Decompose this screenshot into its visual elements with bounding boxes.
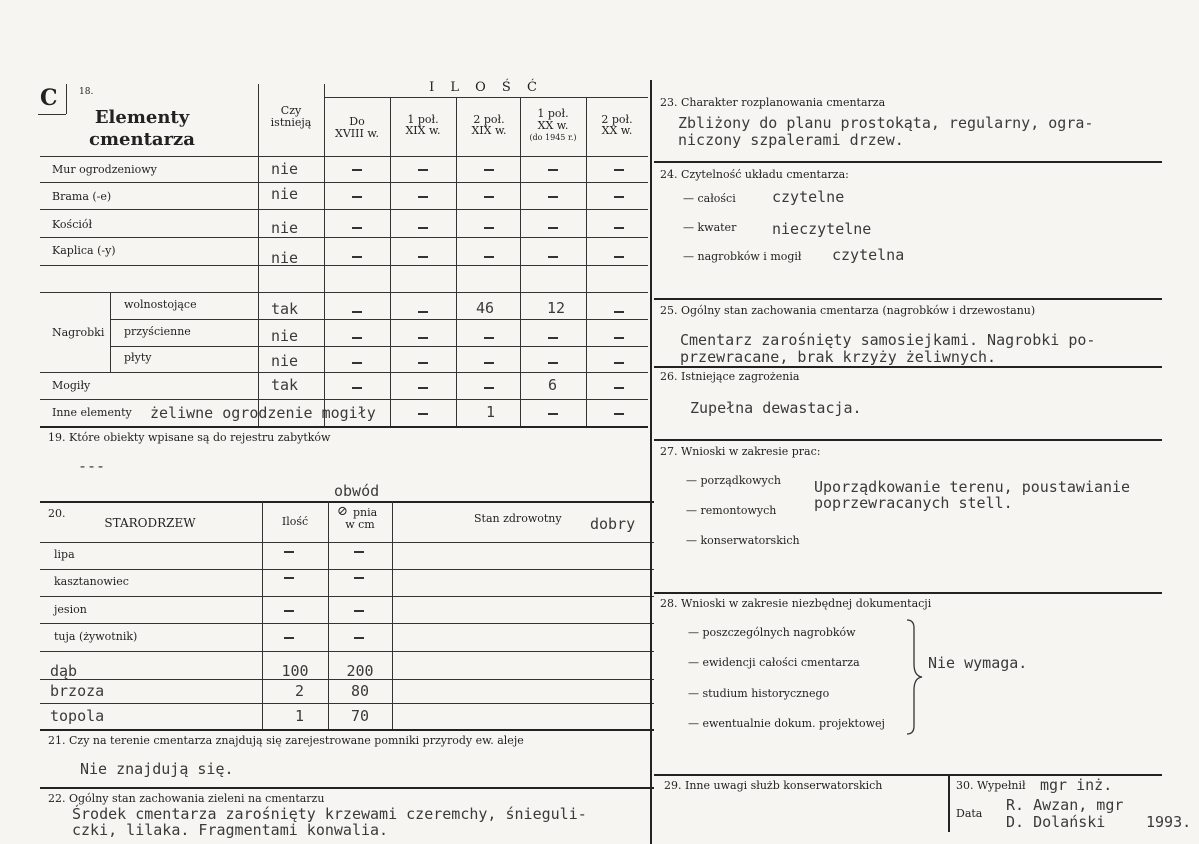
nagrobki-przy-label: przyścienne (124, 325, 191, 338)
s30-name2: D. Dolański (1006, 813, 1106, 831)
table18-hline-bottom (40, 426, 648, 428)
s24-label: 24. Czytelność układu cmentarza: (660, 168, 849, 181)
empty-mark (614, 413, 624, 415)
s20-title: STARODRZEW (104, 516, 196, 530)
s21-label: 21. Czy na terenie cmentarza znajdują się zarejestrowane pomniki przyrody ew. aleje (48, 734, 524, 747)
s20-col-stan: Stan zdrowotny (474, 512, 562, 525)
table18-hline-r6 (110, 319, 648, 320)
s24-item1-value: czytelne (772, 188, 845, 206)
table18-hline-header (40, 156, 648, 157)
empty-mark (614, 169, 624, 171)
tree-dab-obwod: 200 (346, 662, 374, 680)
empty-mark (548, 362, 558, 364)
nagrobki-wolno-v3: 46 (476, 299, 495, 317)
nagrobki-plyty-exists: nie (271, 352, 299, 370)
s28-item1: — poszczególnych nagrobków (688, 626, 856, 639)
col5-h1: 2 poł. (601, 113, 633, 126)
empty-mark (614, 387, 624, 389)
section-title-line2: cmentarza (89, 129, 195, 150)
s22-line1: Środek cmentarza zarośnięty krzewami czeremchy, śnieguli- (72, 805, 587, 823)
table18-hline-r7 (110, 346, 648, 347)
table18-hline-r9 (40, 399, 648, 400)
s28-item2: — ewidencji całości cmentarza (688, 656, 860, 669)
empty-mark (484, 169, 494, 171)
table18-vline-c2 (390, 97, 391, 426)
s20-hline-1 (40, 569, 654, 570)
col5-h2: XX w. (601, 124, 633, 137)
empty-mark (548, 413, 558, 415)
tree-dab: dąb (50, 662, 78, 680)
row-exists-brama: nie (271, 185, 299, 203)
s22-line2: czki, lilaka. Fragmentami konwalia. (72, 821, 389, 839)
empty-mark (548, 227, 558, 229)
empty-mark (354, 577, 364, 579)
s25-top-line (654, 298, 1162, 300)
empty-mark (352, 387, 362, 389)
col2-h1: 1 poł. (407, 113, 439, 126)
diameter-icon: ⊘ (337, 504, 348, 519)
table18-vline-c3 (456, 97, 457, 426)
s19-label: 19. Które obiekty wpisane są do rejestru zabytków (48, 431, 331, 444)
empty-mark (352, 196, 362, 198)
s27-item1: — porządkowych (686, 474, 781, 487)
row-label-kosciol: Kościół (52, 218, 93, 231)
tree-dab-count: 100 (281, 662, 309, 680)
empty-mark (418, 337, 428, 339)
tree-brzoza-obwod: 80 (350, 682, 370, 700)
col-exists-header-2: istnieją (270, 116, 312, 129)
empty-mark (614, 337, 624, 339)
row-exists-mur: nie (271, 160, 299, 178)
empty-mark (284, 637, 294, 639)
empty-mark (352, 169, 362, 171)
s20-hline-h (40, 542, 654, 543)
empty-mark (614, 362, 624, 364)
table18-hline-r2 (40, 209, 648, 210)
col2-h2: XIX w. (405, 124, 441, 137)
tree-brzoza-count: 2 (295, 682, 305, 700)
s20-col-obwod-2: w cm (345, 518, 375, 531)
col3-h1: 2 poł. (473, 113, 505, 126)
col1-h2: XVIII w. (335, 127, 379, 140)
mogily-exists: tak (271, 376, 299, 394)
tree-jesion: jesion (54, 603, 87, 616)
s20-hline-3 (40, 623, 654, 624)
empty-mark (352, 362, 362, 364)
empty-mark (614, 256, 624, 258)
s28-value: Nie wymaga. (928, 654, 1028, 672)
s25-line2: przewracane, brak krzyży żeliwnych. (680, 348, 997, 366)
s24-item2-label: — kwater (683, 221, 737, 234)
center-divider (650, 80, 652, 844)
ilosc-header: I L O Ś Ć (429, 80, 543, 95)
empty-mark (418, 227, 428, 229)
s22-top-line (40, 787, 654, 789)
brace-icon (904, 618, 924, 736)
s20-vline-1 (262, 501, 263, 729)
empty-mark (418, 196, 428, 198)
table18-vline-c5 (586, 97, 587, 426)
s20-vline-3 (392, 501, 393, 729)
empty-mark (352, 311, 362, 313)
s24-item2-value: nieczytelne (772, 220, 872, 238)
s30-divider (948, 774, 950, 832)
table18-hline-r5 (40, 292, 648, 293)
s30-label: 30. Wypełnił (956, 779, 1026, 792)
empty-mark (418, 387, 428, 389)
s28-item3: — studium historycznego (688, 687, 830, 700)
table18-vline-exists (258, 84, 259, 426)
s20-col-ilosc: Ilość (281, 515, 309, 528)
empty-mark (484, 387, 494, 389)
s27-label: 27. Wnioski w zakresie prac: (660, 445, 821, 458)
empty-mark (284, 610, 294, 612)
s23-label: 23. Charakter rozplanowania cmentarza (660, 96, 886, 109)
empty-mark (418, 311, 428, 313)
table18-hline-r3 (40, 237, 648, 238)
s21-value: Nie znajdują się. (80, 760, 234, 778)
tree-topola-count: 1 (295, 707, 305, 725)
tree-kasztanowiec: kasztanowiec (54, 575, 129, 588)
s20-col-obwod-1: pnia (353, 506, 378, 519)
nagrobki-wolno-exists: tak (271, 300, 299, 318)
section-letter-underline (38, 114, 66, 115)
table18-vline-c1 (324, 84, 325, 426)
mogily-label: Mogiły (52, 379, 91, 392)
col4-h2: XX w. (537, 119, 569, 132)
col4-h1: 1 poł. (537, 107, 569, 120)
nagrobki-wolno-label: wolnostojące (124, 298, 197, 311)
s25-line1: Cmentarz zarośnięty samosiejkami. Nagrobki po- (680, 331, 1096, 349)
section-letter: C (40, 85, 58, 111)
col3-h2: XIX w. (471, 124, 507, 137)
empty-mark (548, 196, 558, 198)
inne-v3: 1 (486, 403, 496, 421)
ilosc-underline (324, 97, 648, 98)
s20-hline-bottom (40, 729, 654, 731)
empty-mark (548, 256, 558, 258)
s25-label: 25. Ogólny stan zachowania cmentarza (nagrobków i drzewostanu) (660, 304, 1036, 317)
tree-lipa: lipa (54, 548, 75, 561)
section-letter-bar (66, 84, 67, 114)
empty-mark (284, 551, 294, 553)
s24-item3-label: — nagrobków i mogił (683, 250, 802, 263)
s30-year: 1993. (1146, 813, 1192, 831)
nagrobki-vline (110, 292, 111, 372)
table18-hline-r4 (40, 265, 648, 266)
s22-label: 22. Ogólny stan zachowania zieleni na cmentarzu (48, 792, 325, 805)
s20-obwod-label: obwód (334, 482, 380, 500)
empty-mark (352, 256, 362, 258)
mogily-v4: 6 (548, 376, 558, 394)
table18-vline-c4 (520, 97, 521, 426)
inne-label: Inne elementy (52, 406, 132, 419)
col4-h3: (do 1945 r.) (529, 133, 577, 142)
s30-name1: R. Awzan, mgr (1006, 796, 1124, 814)
s24-item1-label: — całości (683, 192, 736, 205)
nagrobki-plyty-label: płyty (124, 351, 152, 364)
s20-hline-2 (40, 596, 654, 597)
inne-value: żeliwne ogrodzenie mogiły (150, 404, 376, 422)
tree-topola-obwod: 70 (350, 707, 370, 725)
empty-mark (418, 256, 428, 258)
nagrobki-wolno-v4: 12 (547, 299, 566, 317)
nagrobki-label: Nagrobki (52, 326, 105, 339)
tree-tuja: tuja (żywotnik) (54, 630, 138, 643)
s20-stan-value: dobry (590, 515, 636, 533)
tree-brzoza: brzoza (50, 682, 105, 700)
empty-mark (354, 551, 364, 553)
col1-h1: Do (349, 115, 365, 128)
s24-item3-value: czytelna (832, 246, 905, 264)
empty-mark (614, 311, 624, 313)
section-number: 18. (79, 87, 94, 97)
tree-topola: topola (50, 707, 105, 725)
s29-label: 29. Inne uwagi służb konserwatorskich (664, 779, 883, 792)
empty-mark (548, 169, 558, 171)
s19-value: --- (78, 457, 106, 475)
empty-mark (614, 196, 624, 198)
row-exists-kaplica: nie (271, 249, 299, 267)
s20-number: 20. (48, 507, 66, 520)
empty-mark (484, 196, 494, 198)
s28-top-line (654, 592, 1162, 594)
empty-mark (484, 227, 494, 229)
s27-item2: — remontowych (686, 504, 777, 517)
s20-top-line (40, 501, 654, 503)
col-exists-header-1: Czy (280, 104, 302, 117)
s26-value: Zupełna dewastacja. (690, 399, 862, 417)
s26-label: 26. Istniejące zagrożenia (660, 370, 800, 383)
empty-mark (418, 362, 428, 364)
table18-hline-r1 (40, 182, 648, 183)
s23-line1: Zbliżony do planu prostokąta, regularny, ogra- (678, 114, 1094, 132)
s30-data-label: Data (956, 807, 983, 820)
empty-mark (548, 337, 558, 339)
row-label-mur: Mur ogrodzeniowy (52, 163, 157, 176)
table18-hline-r8 (40, 372, 648, 373)
empty-mark (418, 413, 428, 415)
s28-item4: — ewentualnie dokum. projektowej (688, 717, 885, 730)
s20-hline-6 (40, 703, 654, 704)
empty-mark (354, 610, 364, 612)
empty-mark (484, 362, 494, 364)
s24-top-line (654, 161, 1162, 163)
s27-line1: Uporządkowanie terenu, poustawianie (814, 478, 1131, 496)
empty-mark (354, 637, 364, 639)
empty-mark (484, 256, 494, 258)
section-title-line1: Elementy (94, 107, 190, 128)
s20-hline-4 (40, 651, 654, 652)
s27-line2: poprzewracanych stell. (814, 494, 1013, 512)
empty-mark (418, 169, 428, 171)
s28-label: 28. Wnioski w zakresie niezbędnej dokumentacji (660, 597, 932, 610)
row-label-kaplica: Kaplica (-y) (52, 244, 116, 257)
s27-item3: — konserwatorskich (686, 534, 800, 547)
s26-top-line (654, 366, 1162, 368)
nagrobki-przy-exists: nie (271, 327, 299, 345)
s27-top-line (654, 439, 1162, 441)
empty-mark (484, 337, 494, 339)
empty-mark (352, 227, 362, 229)
row-label-brama: Brama (-e) (52, 190, 112, 203)
s30-filled-by: mgr inż. (1040, 776, 1113, 794)
s23-line2: niczony szpalerami drzew. (678, 131, 904, 149)
empty-mark (352, 337, 362, 339)
empty-mark (284, 577, 294, 579)
empty-mark (614, 227, 624, 229)
row-exists-kosciol: nie (271, 219, 299, 237)
